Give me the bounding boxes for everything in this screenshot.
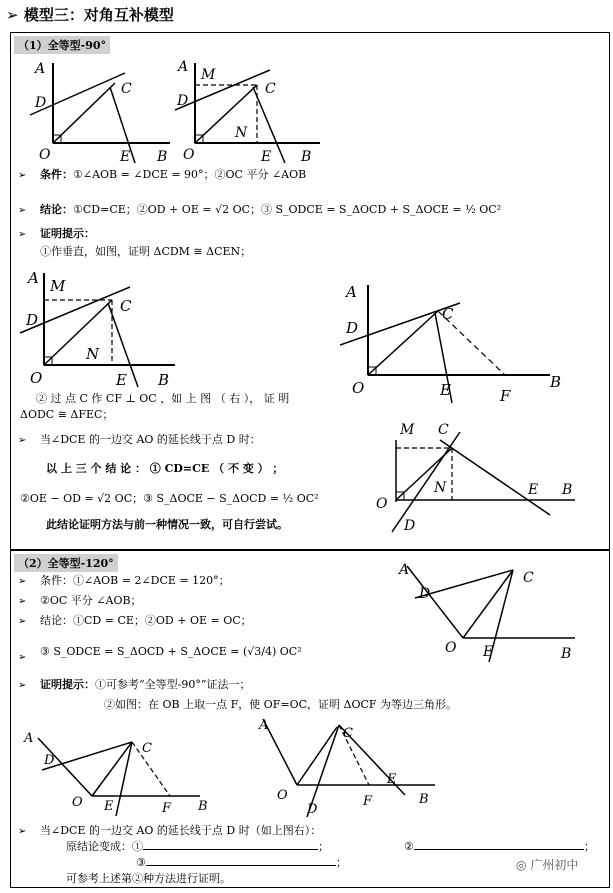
figure-90-extension (370, 410, 580, 535)
condition-text: 条件：①∠AOB = ∠DCE = 90°；②OC 平分 ∠AOB (40, 168, 307, 181)
answer-blank-1[interactable] (143, 849, 318, 850)
s2-extension-line: 当∠DCE 的一边交 AO 的延长线于点 D 时（如上图右）： (40, 824, 322, 837)
svg-text:D: D (177, 93, 189, 109)
conclusion-text: 结论：①CD=CE；②OD + OE = √2 OC；③ S_ODCE = S_ΔOCD + S_ΔOCE = ½ OC² (40, 203, 502, 216)
arrow-bullet-icon: ➢ (6, 6, 19, 24)
answer-blank-3[interactable] (146, 865, 336, 866)
figure-120-basic (395, 558, 595, 668)
svg-text:O: O (376, 496, 388, 512)
s2-condition-2: ②OC 平分 ∠AOB； (40, 594, 142, 607)
s2-blank-3: ③ ； (136, 856, 347, 869)
svg-text:O: O (445, 640, 457, 656)
svg-text:C: C (121, 81, 132, 97)
svg-text:E: E (483, 644, 494, 660)
figure-120-equilateral (20, 720, 220, 820)
hint-2a: ② 过 点 C 作 CF ⊥ OC ，如 上 图 （ 右 ）， 证 明 (36, 392, 290, 405)
svg-text:D: D (404, 518, 416, 534)
s2-conclusion-3: ③ S_ODCE = S_ΔOCD + S_ΔOCE = (√3/4) OC² (40, 645, 302, 658)
extension-note: 此结论证明方法与前一种情况一致，可自行尝试。 (46, 518, 288, 531)
bullet-icon: ➢ (18, 616, 27, 627)
svg-text:O: O (352, 379, 365, 397)
svg-text:E: E (120, 149, 131, 165)
svg-text:E: E (440, 381, 451, 399)
figure-120-extension (255, 715, 445, 820)
svg-text:A: A (399, 562, 410, 578)
svg-text:O: O (183, 147, 195, 163)
svg-text:D: D (307, 802, 318, 817)
svg-text:N: N (235, 125, 248, 141)
svg-text:N: N (86, 345, 100, 363)
svg-text:C: C (142, 741, 152, 756)
answer-blank-2[interactable] (414, 849, 584, 850)
bullet-icon: ➢ (18, 596, 27, 607)
svg-text:D: D (35, 95, 47, 111)
svg-text:E: E (387, 772, 397, 787)
s2-condition-1: 条件：①∠AOB = 2∠DCE = 120°； (40, 574, 230, 587)
svg-text:M: M (50, 277, 66, 295)
svg-text:F: F (162, 801, 172, 816)
svg-text:M: M (201, 67, 216, 83)
extension-line: 当∠DCE 的一边交 AO 的延长线于点 D 时： (40, 433, 261, 446)
svg-text:F: F (363, 794, 373, 809)
svg-text:B: B (198, 799, 208, 814)
extension-result: ②OE − OD = √2 OC；③ S_ΔOCE − S_ΔOCD = ½ OC² (20, 492, 319, 505)
svg-text:C: C (265, 81, 276, 97)
svg-text:E: E (116, 371, 127, 389)
svg-text:F: F (500, 387, 511, 405)
wechat-icon: ◎ (516, 858, 527, 872)
svg-text:B: B (419, 792, 429, 807)
figure-90-cf-perp (340, 275, 570, 405)
svg-text:O: O (72, 795, 83, 810)
hint-2b: ΔODC ≅ ΔFEC； (20, 408, 114, 421)
svg-text:M: M (400, 422, 415, 438)
hint-label: 证明提示： (40, 227, 95, 240)
hint-1: ①作垂直，如图，证明 ΔCDM ≅ ΔCEN； (40, 245, 252, 258)
s2-hint-1: 证明提示：①可参考“全等型-90°”证法一； (40, 678, 251, 691)
figure-90-perp-large (20, 265, 180, 390)
s2-final-note: 可参考上述第②种方法进行证明。 (66, 872, 231, 885)
section-2-tag: （2）全等型-120° (14, 554, 118, 572)
bullet-icon: ➢ (18, 435, 27, 446)
bullet-icon: ➢ (18, 680, 27, 691)
svg-text:A: A (178, 59, 189, 75)
page-title: ➢ 模型三：对角互补模型 (6, 6, 174, 24)
label-A: A (35, 61, 46, 77)
extension-intro: 以 上 三 个 结 论 ： ① CD=CE （ 不 变 ） ； (46, 462, 284, 475)
bullet-icon: ➢ (18, 170, 27, 181)
svg-text:N: N (434, 480, 447, 496)
svg-text:B: B (561, 646, 572, 662)
watermark: ◎ 广州初中 (516, 858, 579, 872)
section-1-tag: （1）全等型-90° (14, 36, 110, 54)
svg-text:D: D (44, 753, 55, 768)
svg-text:B: B (157, 149, 168, 165)
bullet-icon: ➢ (18, 576, 27, 587)
svg-text:D: D (346, 319, 359, 337)
s2-blank-2: ② ； (404, 840, 595, 853)
svg-text:A: A (346, 283, 357, 301)
s2-hint-2: ②如图：在 OB 上取一点 F，使 OF=OC，证明 ΔOCF 为等边三角形。 (104, 698, 458, 711)
svg-text:B: B (158, 371, 170, 389)
svg-text:O: O (39, 147, 51, 163)
svg-text:B: B (550, 373, 562, 391)
bullet-icon: ➢ (18, 205, 27, 216)
svg-text:B: B (562, 482, 573, 498)
svg-text:D: D (419, 586, 431, 602)
svg-text:B: B (301, 149, 312, 165)
svg-text:E: E (104, 799, 114, 814)
svg-text:C: C (442, 305, 454, 323)
svg-text:A: A (259, 718, 269, 733)
s2-conclusion: 结论：①CD = CE；②OD + OE = OC； (40, 614, 252, 627)
svg-text:O: O (30, 369, 43, 387)
svg-text:D: D (26, 311, 39, 329)
figure-90-basic (25, 55, 175, 165)
bullet-icon: ➢ (18, 652, 27, 663)
svg-text:E: E (528, 482, 539, 498)
figure-90-perpendiculars (175, 55, 325, 165)
bullet-icon: ➢ (18, 229, 27, 240)
svg-text:A: A (28, 269, 39, 287)
svg-text:C: C (120, 297, 132, 315)
bullet-icon: ➢ (18, 826, 27, 837)
svg-text:C: C (438, 422, 449, 438)
svg-text:E: E (261, 149, 272, 165)
svg-text:C: C (523, 570, 534, 586)
svg-text:A: A (24, 731, 34, 746)
svg-text:O: O (277, 788, 288, 803)
svg-text:C: C (343, 726, 353, 741)
s2-orig-conclusion: 原结论变成：① ； (66, 840, 329, 853)
